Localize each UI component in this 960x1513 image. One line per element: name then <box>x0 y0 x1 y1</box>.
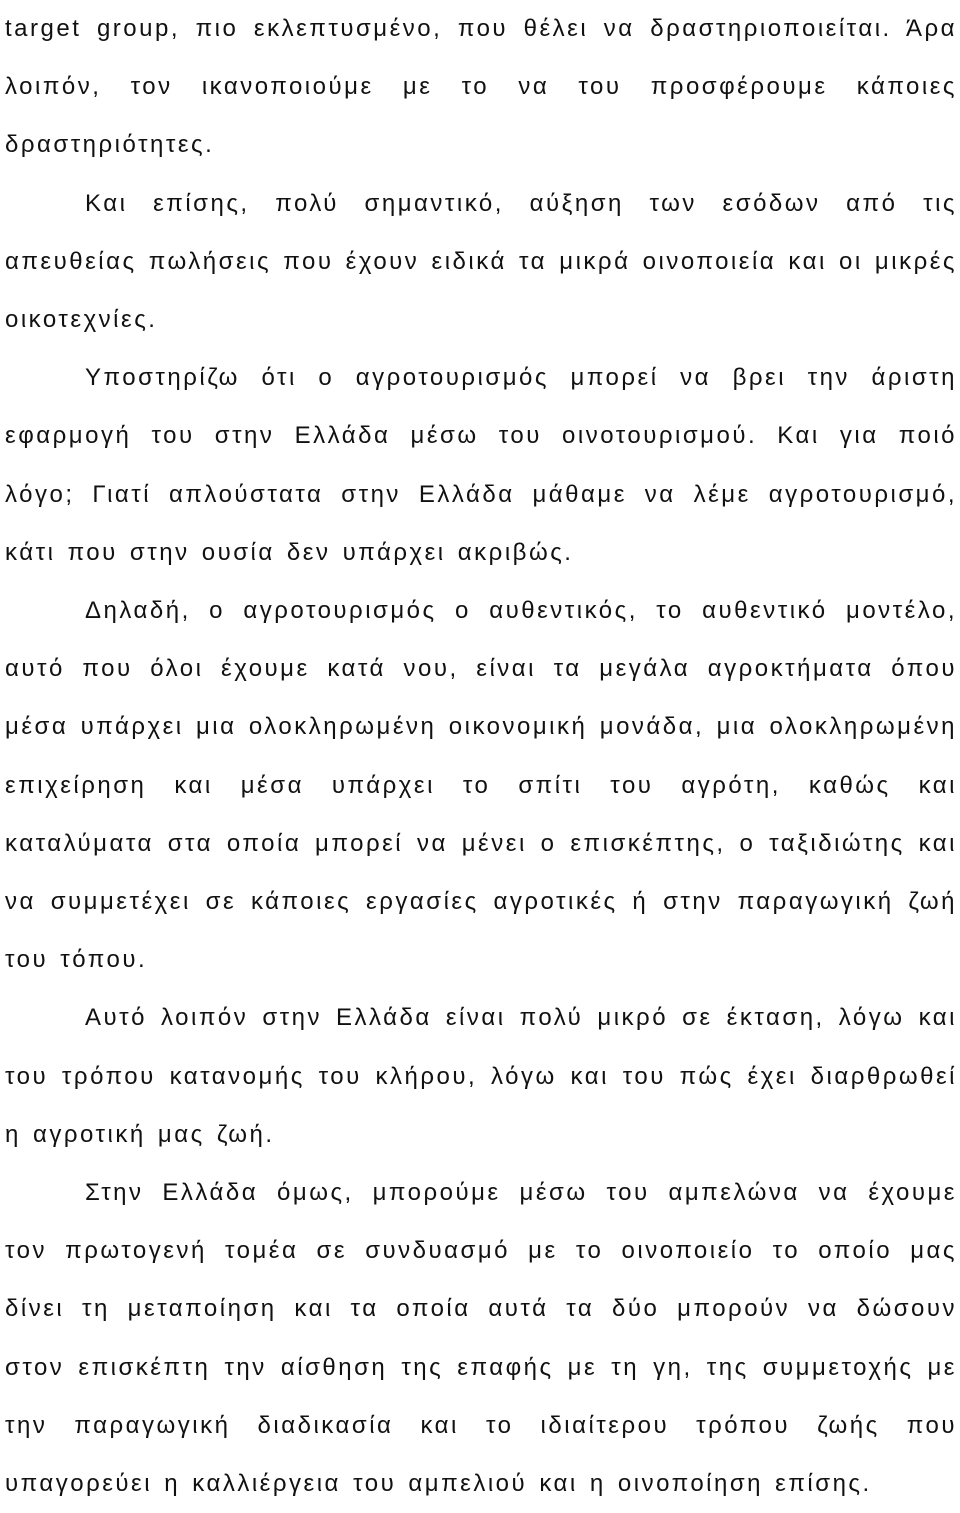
paragraph-revenue: Και επίσης, πολύ σημαντικό, αύξηση των εσόδων από τις απευθείας πωλήσεις που έχουν ειδικά τα μικρά οινοποιεία και οι μικρές οικοτεχνίες. <box>5 189 957 334</box>
paragraph-agrotourism-claim: Υποστηρίζω ότι ο αγροτουρισμός μπορεί να βρει την άριστη εφαρμογή του στην Ελλάδα μέσω του οινοτουρισμού. Και για ποιό λόγο; Γιατί απλούστατα στην Ελλάδα μάθαμε να λέμε αγροτουρισμό, κάτι που στην ουσία δεν υπάρχει ακριβώς. <box>5 364 957 566</box>
paragraph-continuation: target group, πιο εκλεπτυσμένο, που θέλει να δραστηριοποιείται. Άρα λοιπόν, τον ικανοποιούμε με το να του προσφέρουμε κάποιες δραστηριότητες. <box>5 15 957 159</box>
paragraph-greece-scale: Αυτό λοιπόν στην Ελλάδα είναι πολύ μικρό σε έκταση, λόγω και του τρόπου κατανομής του κλήρου, λόγω και του πώς έχει διαρθρωθεί η αγροτική μας ζωή. <box>5 1004 957 1148</box>
paragraph-vineyard-winery: Στην Ελλάδα όμως, μπορούμε μέσω του αμπελώνα να έχουμε τον πρωτογενή τομέα σε συνδυασμό με το οινοποιείο το οποίο μας δίνει τη μεταποίηση και τα οποία αυτά τα δύο μπορούν να δώσουν στον επισκέπτη την αίσθηση της επαφής με τη γη, της συμμετοχής με την παραγωγική διαδικασία και το ιδιαίτερου τρόπου ζωής που υπαγορεύει η καλλιέργεια του αμπελιού και η οινοποίηση επίσης. <box>5 1179 957 1498</box>
paragraph-authentic-model: Δηλαδή, ο αγροτουρισμός ο αυθεντικός, το αυθεντικό μοντέλο, αυτό που όλοι έχουμε κατά νου, είναι τα μεγάλα αγροκτήματα όπου μέσα υπάρχει μια ολοκληρωμένη οικονομική μονάδα, μια ολοκληρωμένη επιχείρηση και μέσα υπάρχει το σπίτι του αγρότη, καθώς και καταλύματα στα οποία μπορεί να μένει ο επισκέπτης, ο ταξιδιώτης και να συμμετέχει σε κάποιες εργασίες αγροτικές ή στην παραγωγική ζωή του τόπου. <box>5 597 957 974</box>
